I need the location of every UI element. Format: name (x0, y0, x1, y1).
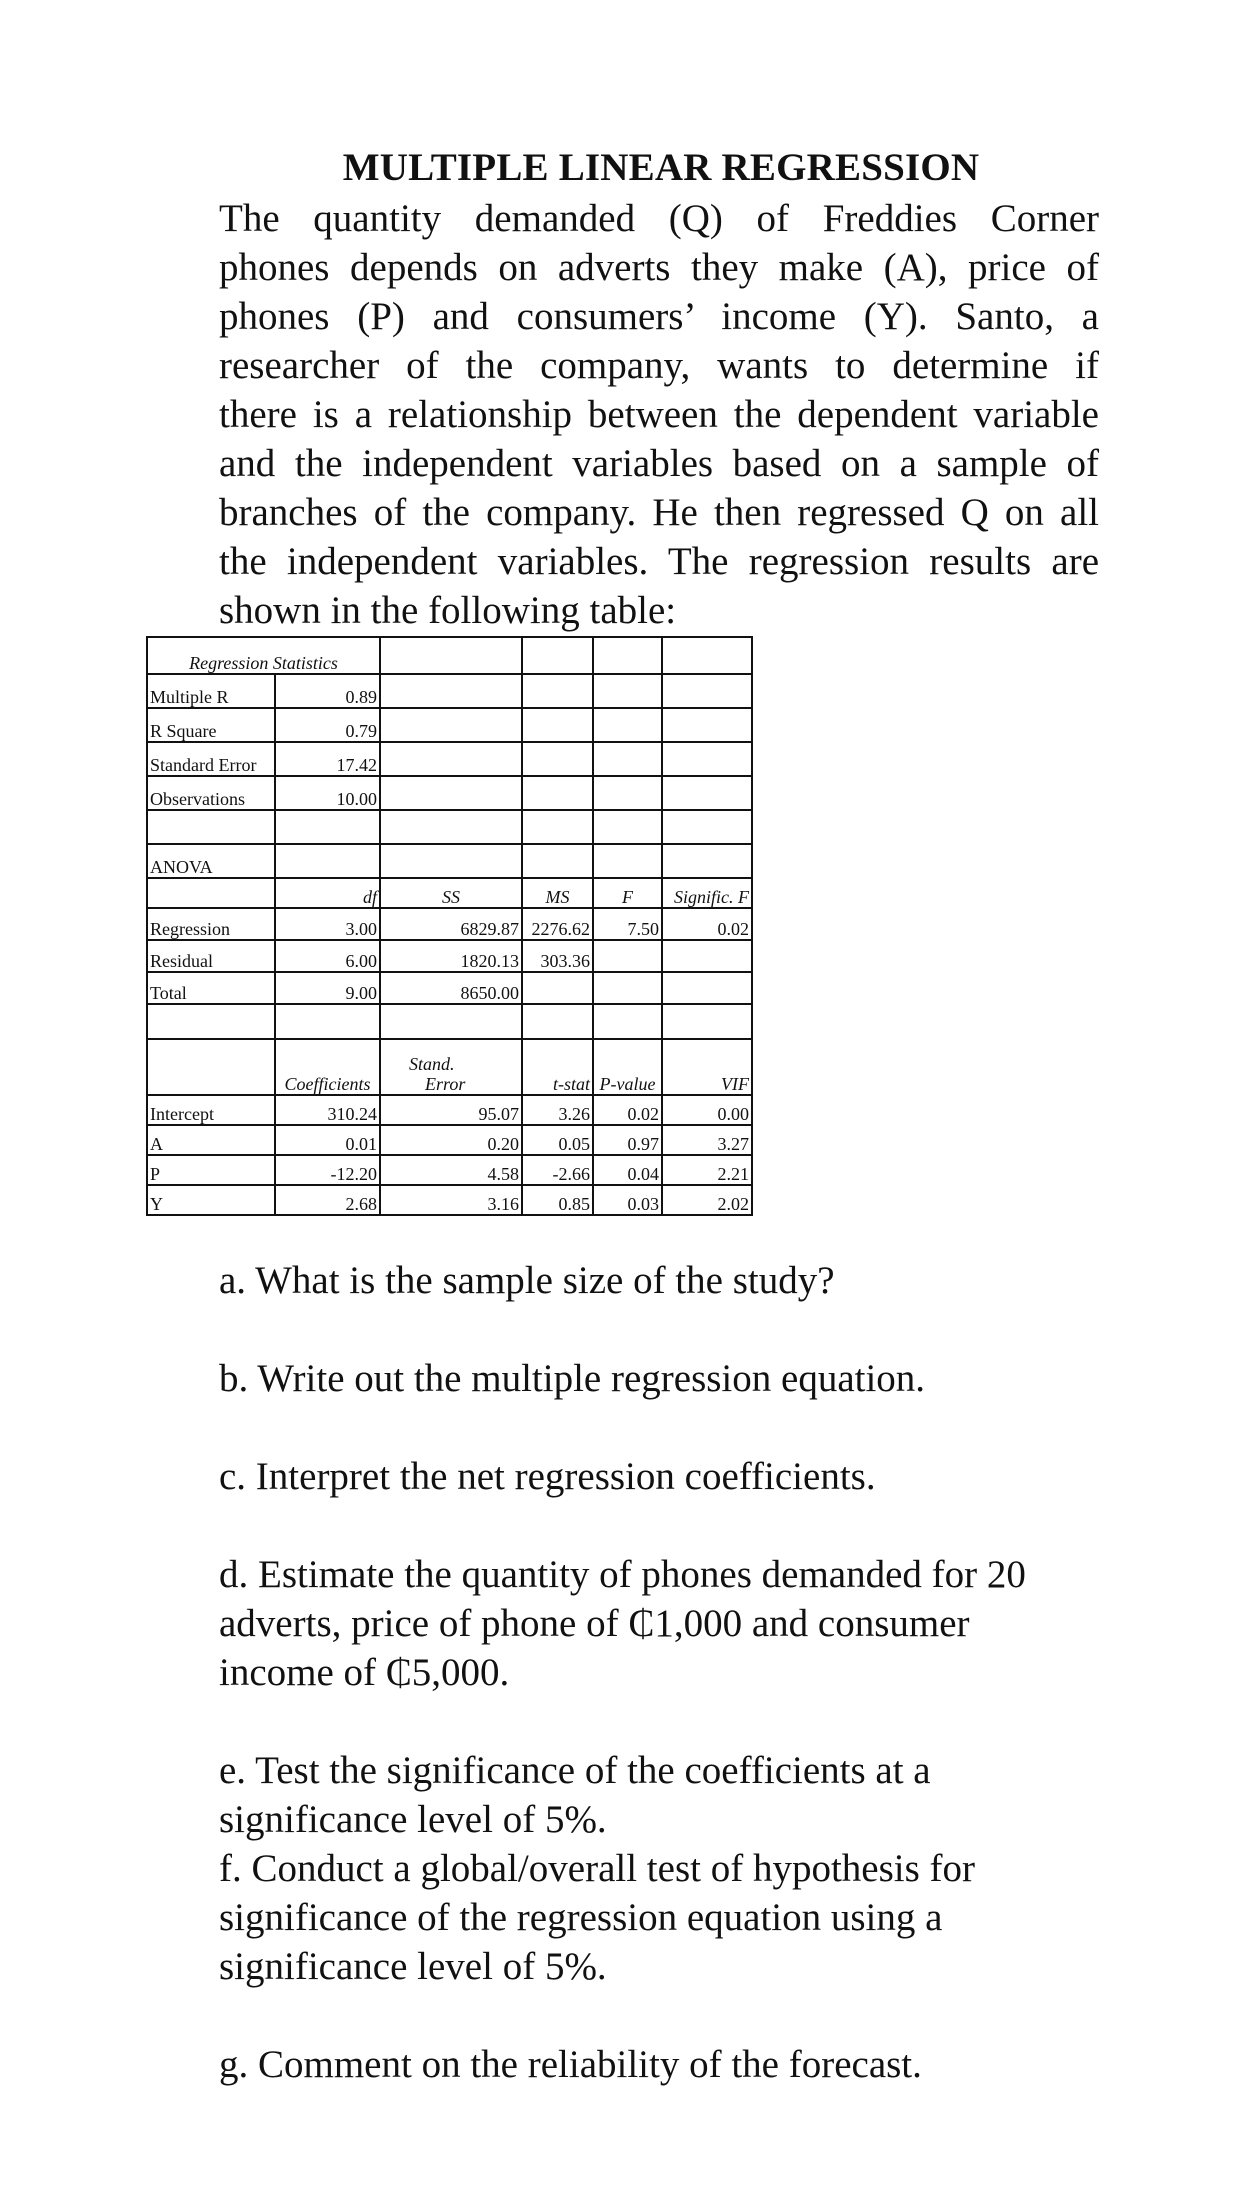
question-a: a. What is the sample size of the study? (219, 1259, 835, 1302)
anova-ss: 8650.00 (380, 972, 522, 1004)
table-row (147, 940, 752, 972)
anova-df: 9.00 (275, 972, 380, 1004)
anova-row-label: Regression (147, 908, 275, 940)
table-row (147, 972, 752, 1004)
stand-error-header-bottom: Error (425, 1074, 466, 1094)
tstat-header: t-stat (522, 1039, 593, 1095)
coef-row-label: Y (147, 1185, 275, 1215)
t-value: 0.05 (522, 1125, 593, 1155)
anova-ss: 1820.13 (380, 940, 522, 972)
stat-value: 0.89 (275, 674, 380, 708)
regression-output-table (146, 636, 753, 1216)
vif-header: VIF (662, 1039, 752, 1095)
table-row (147, 810, 752, 844)
coef-row-label: Intercept (147, 1095, 275, 1125)
question-d (219, 1550, 1119, 1697)
table-row (147, 637, 752, 674)
anova-ss: 6829.87 (380, 908, 522, 940)
t-value: 3.26 (522, 1095, 593, 1125)
stat-value: 0.79 (275, 708, 380, 742)
intro-line: researcher of the company, wants to determine if (219, 344, 1099, 387)
stat-value: 10.00 (275, 776, 380, 810)
coef-row-label: A (147, 1125, 275, 1155)
question-d-line: adverts, price of phone of ₵1,000 and consumer (219, 1602, 970, 1645)
question-b: b. Write out the multiple regression equation. (219, 1357, 926, 1400)
question-f (219, 1844, 1119, 1991)
question-f-line: f. Conduct a global/overall test of hypothesis for (219, 1847, 976, 1890)
table-row (147, 708, 752, 742)
anova-row-label: Total (147, 972, 275, 1004)
stat-label: Standard Error (147, 742, 275, 776)
stand-error-header-top: Stand. (409, 1054, 455, 1074)
coef-value: 2.68 (275, 1185, 380, 1215)
question-e-line: e. Test the significance of the coefficients at a (219, 1749, 931, 1792)
coef-value: -12.20 (275, 1155, 380, 1185)
table-row (147, 1155, 752, 1185)
t-value: 0.85 (522, 1185, 593, 1215)
p-value: 0.04 (593, 1155, 662, 1185)
p-value: 0.97 (593, 1125, 662, 1155)
anova-label: ANOVA (147, 844, 275, 878)
vif-value: 3.27 (662, 1125, 752, 1155)
coef-value: 0.01 (275, 1125, 380, 1155)
se-value: 4.58 (380, 1155, 522, 1185)
anova-f: 7.50 (593, 908, 662, 940)
anova-header: SS (380, 878, 522, 908)
question-d-line: d. Estimate the quantity of phones demanded for 20 (219, 1553, 1026, 1596)
t-value: -2.66 (522, 1155, 593, 1185)
se-value: 3.16 (380, 1185, 522, 1215)
regression-statistics-header: Regression Statistics (147, 637, 380, 674)
stat-value: 17.42 (275, 742, 380, 776)
stand-error-header (380, 1039, 522, 1095)
anova-row-label: Residual (147, 940, 275, 972)
anova-df: 3.00 (275, 908, 380, 940)
coef-value: 310.24 (275, 1095, 380, 1125)
stat-label: R Square (147, 708, 275, 742)
se-value: 0.20 (380, 1125, 522, 1155)
p-value: 0.02 (593, 1095, 662, 1125)
table-row (147, 1004, 752, 1039)
intro-line: The quantity demanded (Q) of Freddies Corner (219, 197, 1099, 240)
anova-header: Signific. F (662, 878, 752, 908)
table-row (147, 1095, 752, 1125)
p-value: 0.03 (593, 1185, 662, 1215)
pvalue-header: P-value (593, 1039, 662, 1095)
question-e (219, 1746, 1119, 1844)
question-f-line: significance of the regression equation using a (219, 1896, 943, 1939)
coefficients-header-row (147, 1039, 752, 1095)
vif-value: 2.21 (662, 1155, 752, 1185)
intro-line: the independent variables. The regression results are (219, 540, 1099, 583)
coef-header: Coefficients (275, 1039, 380, 1095)
anova-ms: 2276.62 (522, 908, 593, 940)
page-title: MULTIPLE LINEAR REGRESSION (342, 146, 980, 189)
anova-header: F (593, 878, 662, 908)
intro-line: phones depends on adverts they make (A), price of (219, 246, 1099, 289)
stat-label: Observations (147, 776, 275, 810)
anova-header: MS (522, 878, 593, 908)
intro-line: phones (P) and consumers’ income (Y). Santo, a (219, 295, 1099, 338)
anova-ms: 303.36 (522, 940, 593, 972)
vif-value: 0.00 (662, 1095, 752, 1125)
table-row (147, 742, 752, 776)
anova-df: 6.00 (275, 940, 380, 972)
question-f-line: significance level of 5%. (219, 1945, 607, 1988)
question-e-line: significance level of 5%. (219, 1798, 607, 1841)
table-row (147, 776, 752, 810)
question-g: g. Comment on the reliability of the forecast. (219, 2043, 922, 2086)
anova-header-row (147, 878, 752, 908)
stat-label: Multiple R (147, 674, 275, 708)
table-row (147, 1125, 752, 1155)
question-c: c. Interpret the net regression coefficients. (219, 1455, 876, 1498)
table-row (147, 844, 752, 878)
se-value: 95.07 (380, 1095, 522, 1125)
intro-paragraph (219, 194, 1099, 635)
intro-line: branches of the company. He then regressed Q on all (219, 491, 1099, 534)
coef-row-label: P (147, 1155, 275, 1185)
vif-value: 2.02 (662, 1185, 752, 1215)
intro-line: there is a relationship between the dependent variable (219, 393, 1099, 436)
question-d-line: income of ₵5,000. (219, 1651, 510, 1694)
anova-header: df (275, 878, 380, 908)
anova-sig: 0.02 (662, 908, 752, 940)
table-row (147, 1185, 752, 1215)
table-row (147, 674, 752, 708)
table-row (147, 908, 752, 940)
intro-line: and the independent variables based on a sample of (219, 442, 1099, 485)
intro-line: shown in the following table: (219, 589, 677, 632)
